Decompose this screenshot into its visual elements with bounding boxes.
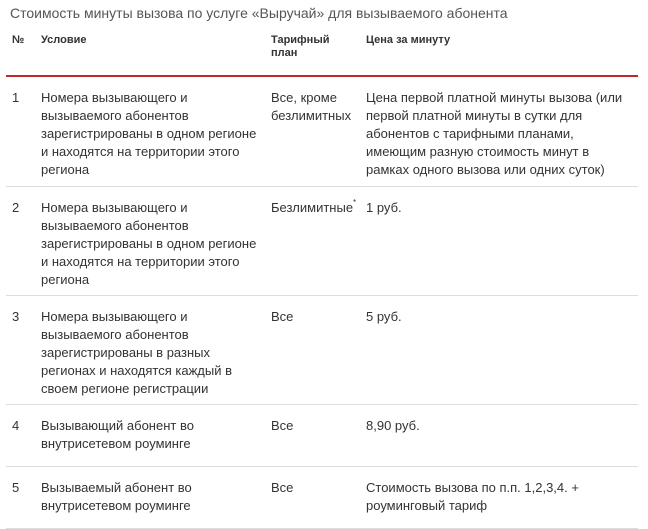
row-price: Стоимость вызова по п.п. 1,2,3,4. + роуминговый тариф bbox=[360, 466, 638, 528]
table-header-row bbox=[6, 30, 638, 76]
row-number: 4 bbox=[6, 404, 35, 466]
row-tariff-plan bbox=[265, 186, 360, 295]
row-tariff-plan-text: Все bbox=[271, 308, 294, 324]
row-condition: Номера вызывающего и вызываемого абонентов зарегистрированы в одном регионе и находятся на территории этого региона bbox=[35, 186, 265, 295]
row-price: 1 руб. bbox=[360, 186, 638, 295]
row-number: 1 bbox=[6, 76, 35, 186]
row-tariff-plan bbox=[265, 466, 360, 528]
row-tariff-plan-text: Все, кроме безлимитных bbox=[271, 90, 352, 123]
tariff-table bbox=[6, 30, 638, 529]
row-price: 5 руб. bbox=[360, 295, 638, 404]
table-row bbox=[6, 186, 638, 295]
header-condition: Условие bbox=[35, 30, 265, 76]
row-tariff-plan bbox=[265, 76, 360, 186]
row-price: Цена первой платной минуты вызова (или первой платной минуты в сутки для абонентов с тарифными планами, имеющим разную стоимость минут в рамках одного вызова или одних суток) bbox=[360, 76, 638, 186]
header-number: № bbox=[6, 30, 35, 76]
row-number: 5 bbox=[6, 466, 35, 528]
table-row bbox=[6, 404, 638, 466]
footnote-marker: * bbox=[353, 197, 357, 207]
row-condition: Вызываемый абонент во внутрисетевом роуминге bbox=[35, 466, 265, 528]
row-condition: Номера вызывающего и вызываемого абонентов зарегистрированы в одном регионе и находятся на территории этого региона bbox=[35, 76, 265, 186]
row-condition: Вызывающий абонент во внутрисетевом роуминге bbox=[35, 404, 265, 466]
row-number: 2 bbox=[6, 186, 35, 295]
row-tariff-plan-text: Безлимитные bbox=[271, 199, 354, 215]
row-condition: Номера вызывающего и вызываемого абонентов зарегистрированы в разных регионах и находятся каждый в своем регионе регистрации bbox=[35, 295, 265, 404]
table-row bbox=[6, 76, 638, 186]
table-row bbox=[6, 295, 638, 404]
row-number: 3 bbox=[6, 295, 35, 404]
header-tariff-plan: Тарифный план bbox=[265, 30, 360, 76]
row-tariff-plan-text: Все bbox=[271, 479, 294, 495]
row-tariff-plan-text: Все bbox=[271, 417, 294, 433]
row-price: 8,90 руб. bbox=[360, 404, 638, 466]
table-row bbox=[6, 466, 638, 528]
page-title: Стоимость минуты вызова по услуге «Выручай» для вызываемого абонента bbox=[10, 5, 508, 21]
row-tariff-plan bbox=[265, 404, 360, 466]
row-tariff-plan bbox=[265, 295, 360, 404]
header-price-per-minute: Цена за минуту bbox=[360, 30, 638, 76]
